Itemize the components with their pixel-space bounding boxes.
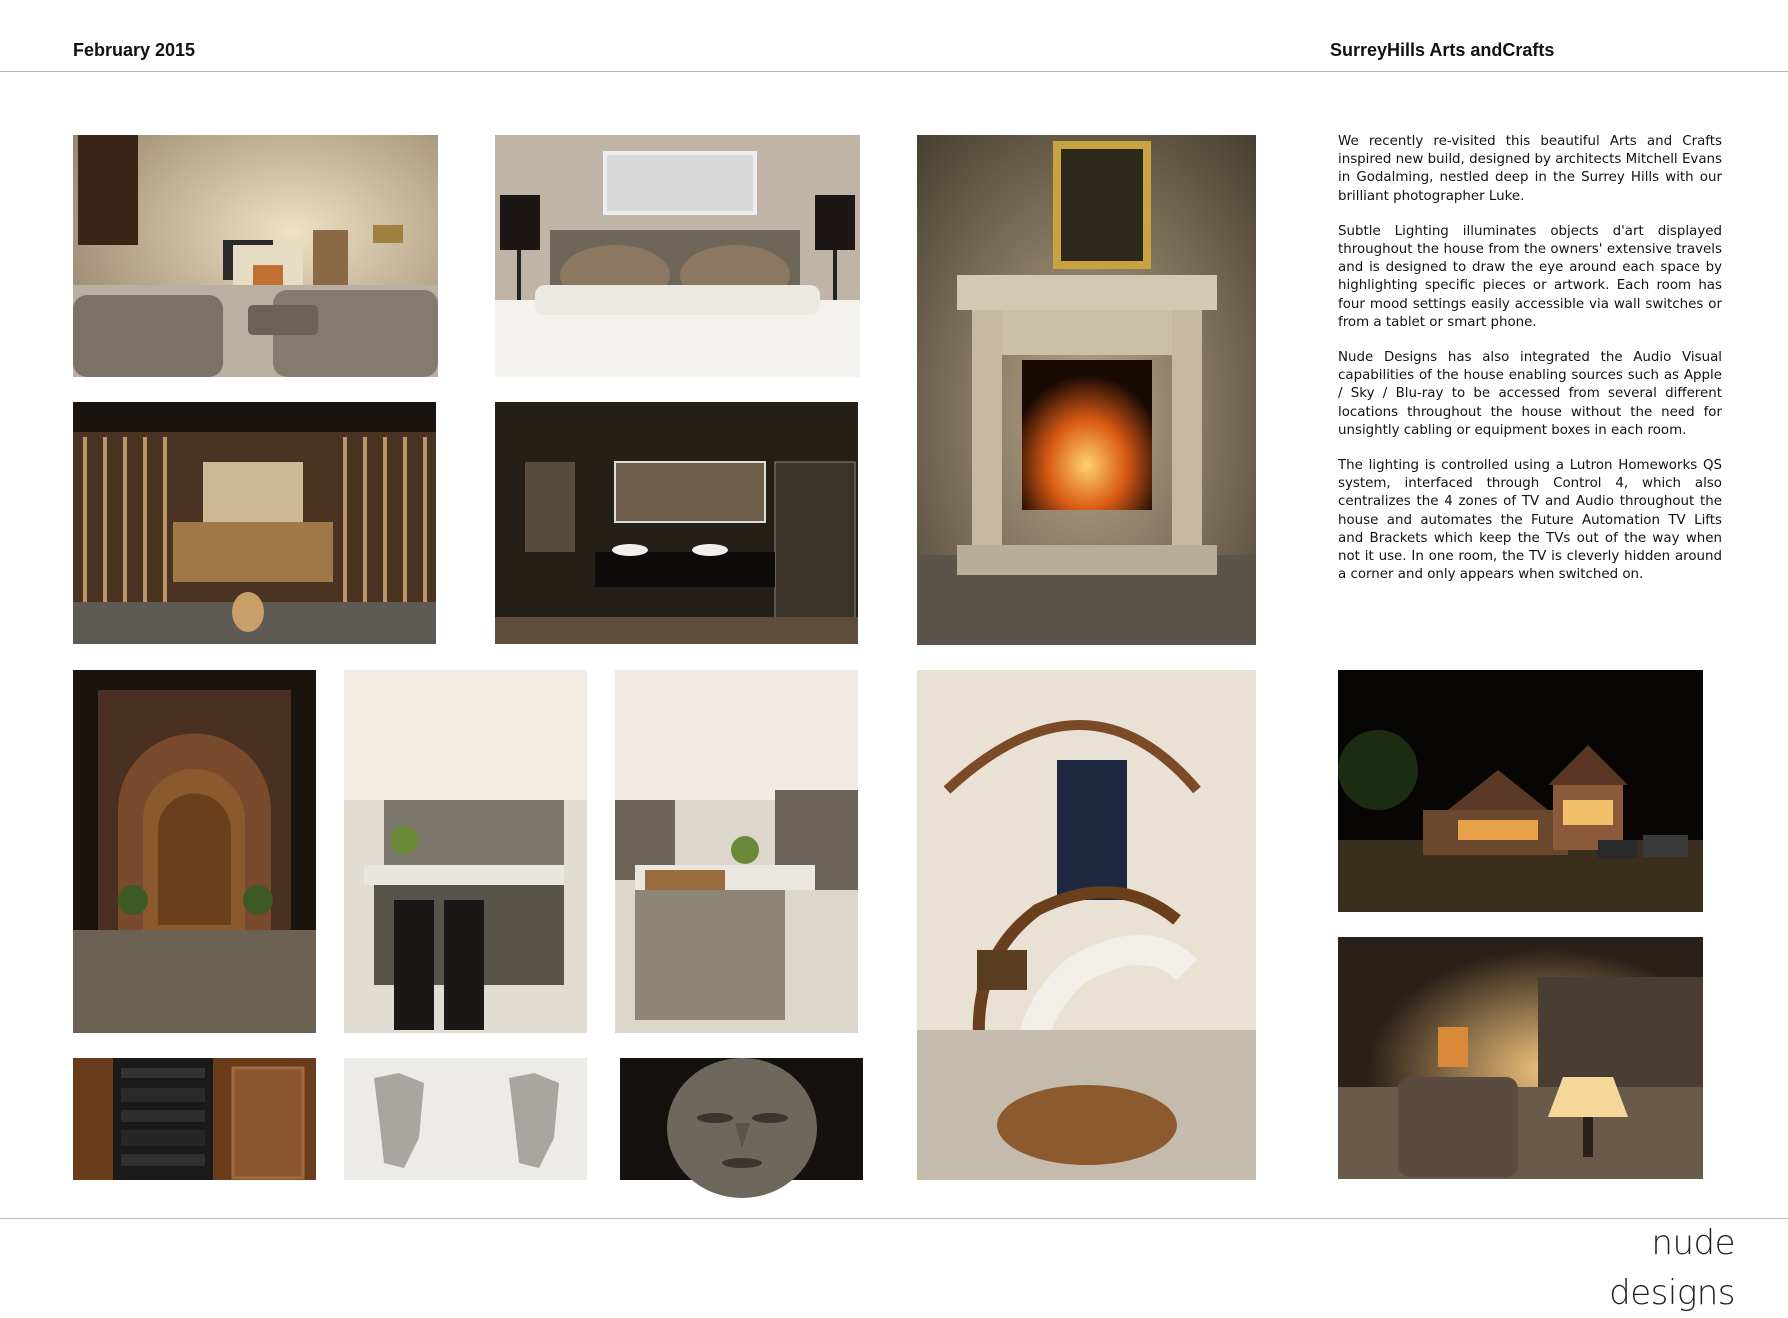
header-divider [0, 71, 1788, 72]
page-title: SurreyHills Arts andCrafts [1330, 40, 1555, 60]
photo-kitchen-island [344, 670, 587, 1033]
photo-bathroom [495, 402, 858, 644]
photo-buddha-head [620, 1058, 863, 1180]
photo-lounge [1338, 937, 1703, 1179]
photo-living-room [73, 135, 438, 377]
photo-wall-sculptures [344, 1058, 587, 1180]
photo-house-exterior-night [1338, 670, 1703, 912]
photo-bedroom [495, 135, 860, 377]
article-body [1338, 133, 1722, 601]
photo-wine-cellar [73, 402, 436, 644]
issue-date: February 2015 [73, 40, 196, 60]
article-paragraph: We recently re-visited this beautiful Arts and Crafts inspired new build, designed by architects Mitchell Evans in Godalming, nestled deep in the Surrey Hills with our brilliant photographer Luke. [1338, 134, 1722, 204]
brand-logo: nude designs [1609, 1223, 1735, 1313]
photo-kitchen-butcher-block [615, 670, 858, 1033]
photo-staircase [917, 670, 1256, 1180]
article-paragraph: Subtle Lighting illuminates objects d'art displayed throughout the house from the owners' extensive travels and is designed to draw the eye around each space by highlighting specific pieces or artwork. Each room has four mood settings easily accessible via wall switches or from a tablet or smart phone. [1338, 223, 1722, 330]
photo-fireplace [917, 135, 1256, 645]
article-paragraph: The lighting is controlled using a Lutron Homeworks QS system, interfaced through Control 4, which also centralizes the 4 zones of TV and Audio throughout the house and automates the Future Automation TV Lifts and Brackets which keep the TVs out of the way when not it use. In one room, the TV is cleverly hidden around a corner and only appears when switched on. [1338, 458, 1722, 583]
photo-entrance-arch [73, 670, 316, 1033]
article-paragraph: Nude Designs has also integrated the Audio Visual capabilities of the house enabling sources such as Apple / Sky / Blu-ray to be accessed from several different locations throughout the house without the need for unsightly cabling or equipment boxes in each room. [1338, 350, 1722, 438]
footer-divider [0, 1218, 1788, 1219]
photo-av-rack [73, 1058, 316, 1180]
